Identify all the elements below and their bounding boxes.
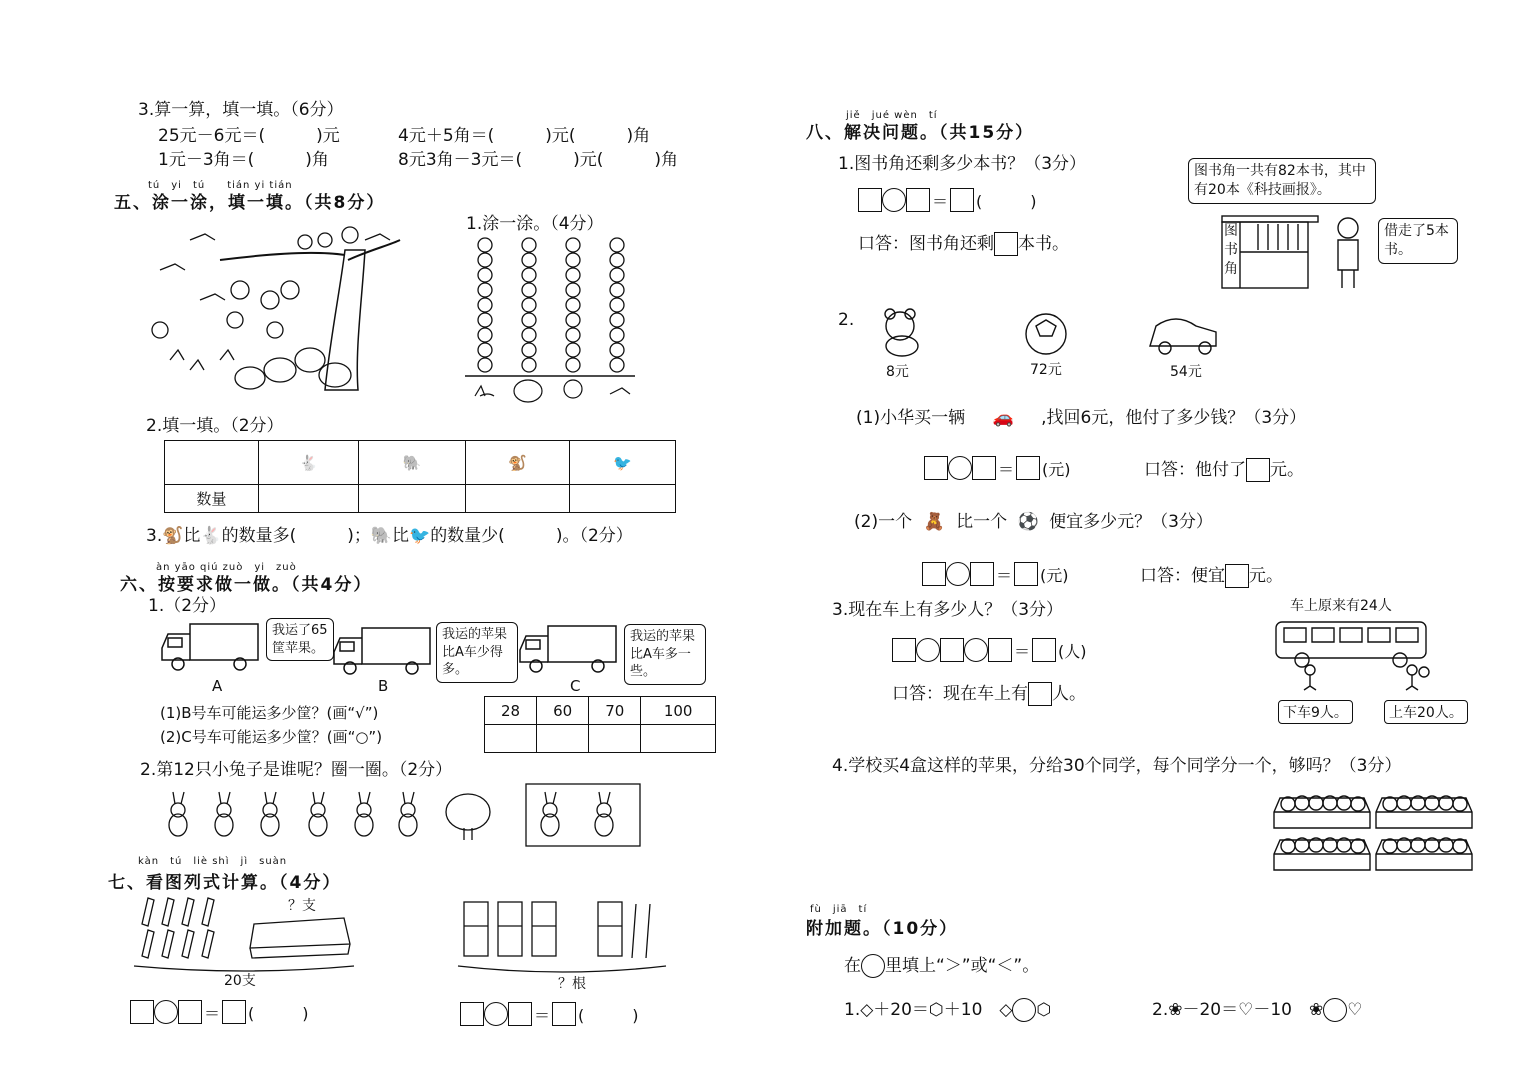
shelf-label-char: 角 [1224, 260, 1238, 277]
tag-get-off: 下车9人。 [1278, 700, 1353, 724]
truck-b-bubble: 我运的苹果比A车少得多。 [436, 622, 518, 683]
s6-q2: (2)C号车可能运多少筐？(画“○”) [160, 728, 383, 746]
q2-1-suffix: ,找回6元，他付了多少钱？（3分） [1041, 408, 1307, 428]
answer-box[interactable] [1246, 458, 1270, 482]
equals-sign: ＝ [998, 459, 1015, 479]
answer-box[interactable] [906, 188, 930, 212]
option-cell: 100 [641, 697, 716, 725]
answer-box[interactable] [892, 638, 916, 662]
answer-box[interactable] [508, 1002, 532, 1026]
bonus-item-2-end: ♡ [1347, 1000, 1363, 1020]
q2-1-answer [1144, 458, 1304, 482]
unit-label: (元) [1040, 565, 1069, 585]
truck-b-icon [332, 624, 432, 676]
truck-a-icon [160, 620, 260, 672]
s8-q4: 4.学校买4盒这样的苹果，分给30个同学，每个同学分一个，够吗？（3分） [832, 756, 1402, 776]
q2-2-answer-suffix: 元。 [1249, 566, 1283, 586]
shelf-label-char: 图 [1224, 223, 1238, 239]
s5-pinyin: tú yi tú tián yi tián [148, 180, 293, 191]
answer-box[interactable] [1016, 456, 1040, 480]
q2-2-prefix: (2)一个 [854, 512, 913, 532]
compare-circle[interactable] [1012, 998, 1036, 1022]
answer-box[interactable] [1014, 562, 1038, 586]
bonus-item-1-end: ⬡ [1036, 1000, 1052, 1020]
answer-box[interactable] [552, 1002, 576, 1026]
q2-2-answer [1140, 564, 1283, 588]
shelf-label [1224, 222, 1240, 279]
s5-sub3 [146, 526, 633, 546]
equals-sign: ＝ [534, 1005, 551, 1025]
operator-circle[interactable] [154, 1000, 178, 1024]
s6-sub1: 1.（2分） [148, 596, 227, 616]
q1-answer-suffix: 本书。 [1018, 234, 1069, 254]
answer-box[interactable] [222, 1000, 246, 1024]
bus-caption: 车上原来有24人 [1290, 598, 1392, 614]
borrow-bubble: 借走了5本书。 [1378, 218, 1458, 264]
bonus-pinyin: fù jiā tí [810, 904, 868, 915]
truck-a-label: A [212, 677, 223, 695]
count-cell-bird[interactable] [570, 485, 676, 513]
count-cell-monkey[interactable] [465, 485, 570, 513]
s5-sub3-compare: 比 [183, 526, 201, 546]
q2-2-formula [922, 562, 1071, 586]
sticks-question: ？根 [558, 976, 586, 992]
rabbits-row-illustration [164, 790, 644, 850]
shelf-label-char: 书 [1224, 241, 1238, 258]
q3-answer-prefix: 口答：现在车上有 [892, 684, 1028, 704]
row-label: 数量 [165, 485, 259, 513]
q3-formula [892, 638, 1089, 662]
monkey-icon: 🐒 [465, 441, 570, 485]
answer-box[interactable] [1225, 564, 1249, 588]
s6-pinyin: àn yāo qiú zuò yi zuò [156, 562, 297, 573]
equals-sign: ＝ [1014, 641, 1031, 661]
s8-q2-num: 2. [838, 310, 855, 330]
pens-question: ？支 [288, 898, 316, 914]
answer-box[interactable] [1032, 638, 1056, 662]
answer-cell[interactable] [641, 725, 716, 753]
operator-circle[interactable] [916, 638, 940, 662]
tree-scene-illustration [140, 220, 400, 400]
count-cell-elephant[interactable] [359, 485, 465, 513]
bookshelf-bubble: 图书角一共有82本书，其中有20本《科技画报》。 [1188, 158, 1376, 204]
car-icon: 🚗 [992, 408, 1014, 428]
s5-sub3-compare2: 比 [392, 526, 410, 546]
option-cell: 70 [589, 697, 641, 725]
bus-illustration [1272, 618, 1432, 694]
q1-answer-prefix: 口答：图书角还剩 [858, 234, 994, 254]
truck-c-label: C [570, 677, 581, 695]
answer-box[interactable] [994, 232, 1018, 256]
bonus-item-1 [844, 998, 1051, 1022]
price-car: 54元 [1170, 364, 1202, 380]
equals-sign: ＝ [204, 1003, 221, 1023]
table-corner [165, 441, 259, 485]
s5-title: 五、涂一涂，填一填。（共8分） [114, 193, 386, 213]
rabbit-icon: 🐇 [200, 526, 222, 546]
s5-sub3-more: 的数量多( )； [221, 526, 371, 546]
equals-sign: ＝ [996, 565, 1013, 585]
s8-q3: 3.现在车上有多少人？（3分） [832, 600, 1064, 620]
q2-2-suffix: 便宜多少元？（3分） [1049, 512, 1213, 532]
bookshelf-illustration [1218, 212, 1388, 292]
s5-sub3-num: 3. [146, 526, 163, 546]
s5-sub3-less: 的数量少( )。（2分） [430, 526, 633, 546]
tag-get-on: 上车20人。 [1384, 700, 1468, 724]
q2-2-answer-prefix: 口答：便宜 [1140, 566, 1225, 586]
q2-1-answer-suffix: 元。 [1270, 460, 1304, 480]
option-cell: 28 [485, 697, 537, 725]
answer-box[interactable] [858, 188, 882, 212]
q2-1-text [856, 408, 1306, 428]
s8-pinyin: jiě jué wèn tí [846, 110, 938, 121]
pens-illustration [134, 894, 356, 974]
pens-formula [130, 1000, 311, 1024]
products-illustration [880, 306, 1230, 362]
bonus-item-1-text: 1.◇＋20＝⬡＋10 ◇ [844, 1000, 1013, 1020]
q3-line1a: 25元－6元＝( )元 [158, 126, 340, 146]
operator-circle [861, 954, 885, 978]
equals-sign: ＝ [932, 191, 949, 211]
operator-circle[interactable] [948, 456, 972, 480]
q1-formula [858, 188, 1039, 212]
answer-box[interactable] [922, 562, 946, 586]
answer-cell[interactable] [589, 725, 641, 753]
s8-q1: 1.图书角还剩多少本书？（3分） [838, 154, 1087, 174]
elephant-icon: 🐘 [370, 526, 393, 546]
monkey-icon: 🐒 [162, 526, 184, 546]
bonus-item-2 [1152, 998, 1362, 1022]
count-cell-rabbit[interactable] [258, 485, 359, 513]
option-cell: 60 [537, 697, 589, 725]
unit-blank[interactable]: ( ) [976, 191, 1037, 211]
pens-total: 20支 [224, 973, 256, 989]
answer-box[interactable] [988, 638, 1012, 662]
s6-q1: (1)B号车可能运多少筐？(画“√”) [160, 704, 379, 722]
s7-pinyin: kàn tú liè shì jì suàn [138, 856, 288, 867]
bonus-instruction [844, 954, 1039, 978]
compare-circle[interactable] [1323, 998, 1347, 1022]
truck-b-label: B [378, 677, 389, 695]
answer-box[interactable] [460, 1002, 484, 1026]
q3-answer-suffix: 人。 [1052, 684, 1086, 704]
s7-title: 七、看图列式计算。（4分） [108, 873, 342, 893]
count-table [164, 440, 676, 513]
q2-2-compare: 比一个 [956, 512, 1008, 532]
q3-line2b: 8元3角－3元＝( )元( )角 [398, 150, 678, 170]
truck-a-bubble: 我运了65筐苹果。 [266, 618, 334, 661]
rabbit-icon: 🐇 [258, 441, 359, 485]
q3-answer [892, 682, 1086, 706]
q2-2-text [854, 512, 1213, 532]
answer-cell[interactable] [537, 725, 589, 753]
truck-c-icon [518, 622, 618, 674]
operator-circle[interactable] [882, 188, 906, 212]
operator-circle[interactable] [964, 638, 988, 662]
answer-box[interactable] [924, 456, 948, 480]
operator-circle[interactable] [946, 562, 970, 586]
ball-icon: ⚽ [1017, 512, 1039, 532]
bonus-item-2-text: 2.❀－20＝♡－10 ❀ [1152, 1000, 1324, 1020]
q3-line2a: 1元－3角＝( )角 [158, 150, 329, 170]
s6-title: 六、按要求做一做。（共4分） [120, 575, 373, 595]
q3-title: 3.算一算，填一填。（6分） [138, 100, 344, 120]
bonus-instr-prefix: 在 [844, 956, 861, 976]
q2-1-prefix: (1)小华买一辆 [856, 408, 966, 428]
operator-circle[interactable] [484, 1002, 508, 1026]
answer-cell[interactable] [485, 725, 537, 753]
bird-icon: 🐦 [409, 526, 431, 546]
s5-sub2: 2.填一填。（2分） [146, 416, 284, 436]
answer-box[interactable] [950, 188, 974, 212]
answer-box[interactable] [972, 456, 996, 480]
coloring-columns [470, 236, 640, 408]
sticks-illustration [458, 896, 668, 976]
answer-box[interactable] [178, 1000, 202, 1024]
q1-answer [858, 232, 1069, 256]
bird-icon: 🐦 [570, 441, 676, 485]
s8-title: 八、解决问题。（共15分） [806, 123, 1035, 143]
price-bear: 8元 [886, 364, 909, 380]
q2-1-answer-prefix: 口答：他付了 [1144, 460, 1246, 480]
q2-1-formula [924, 456, 1073, 480]
elephant-icon: 🐘 [359, 441, 465, 485]
unit-blank[interactable]: ( ) [248, 1003, 309, 1023]
unit-label: (元) [1042, 459, 1071, 479]
answer-box[interactable] [970, 562, 994, 586]
answer-box[interactable] [940, 638, 964, 662]
q3-line1b: 4元＋5角＝( )元( )角 [398, 126, 651, 146]
bear-icon: 🧸 [923, 512, 945, 532]
unit-blank[interactable]: ( ) [578, 1005, 639, 1025]
answer-box[interactable] [1028, 682, 1052, 706]
sticks-formula [460, 1002, 641, 1026]
unit-label: (人) [1058, 641, 1087, 661]
answer-box[interactable] [130, 1000, 154, 1024]
apple-boxes-illustration [1272, 790, 1474, 872]
bonus-title: 附加题。（10分） [806, 919, 959, 939]
s6-sub2: 2.第12只小兔子是谁呢？圈一圈。（2分） [140, 760, 453, 780]
truck-c-bubble: 我运的苹果比A车多一些。 [624, 624, 706, 685]
price-ball: 72元 [1030, 362, 1062, 378]
s5-sub1: 1.涂一涂。（4分） [466, 214, 604, 234]
bonus-instr-suffix: 里填上“＞”或“＜”。 [885, 956, 1040, 976]
options-table [484, 696, 716, 753]
